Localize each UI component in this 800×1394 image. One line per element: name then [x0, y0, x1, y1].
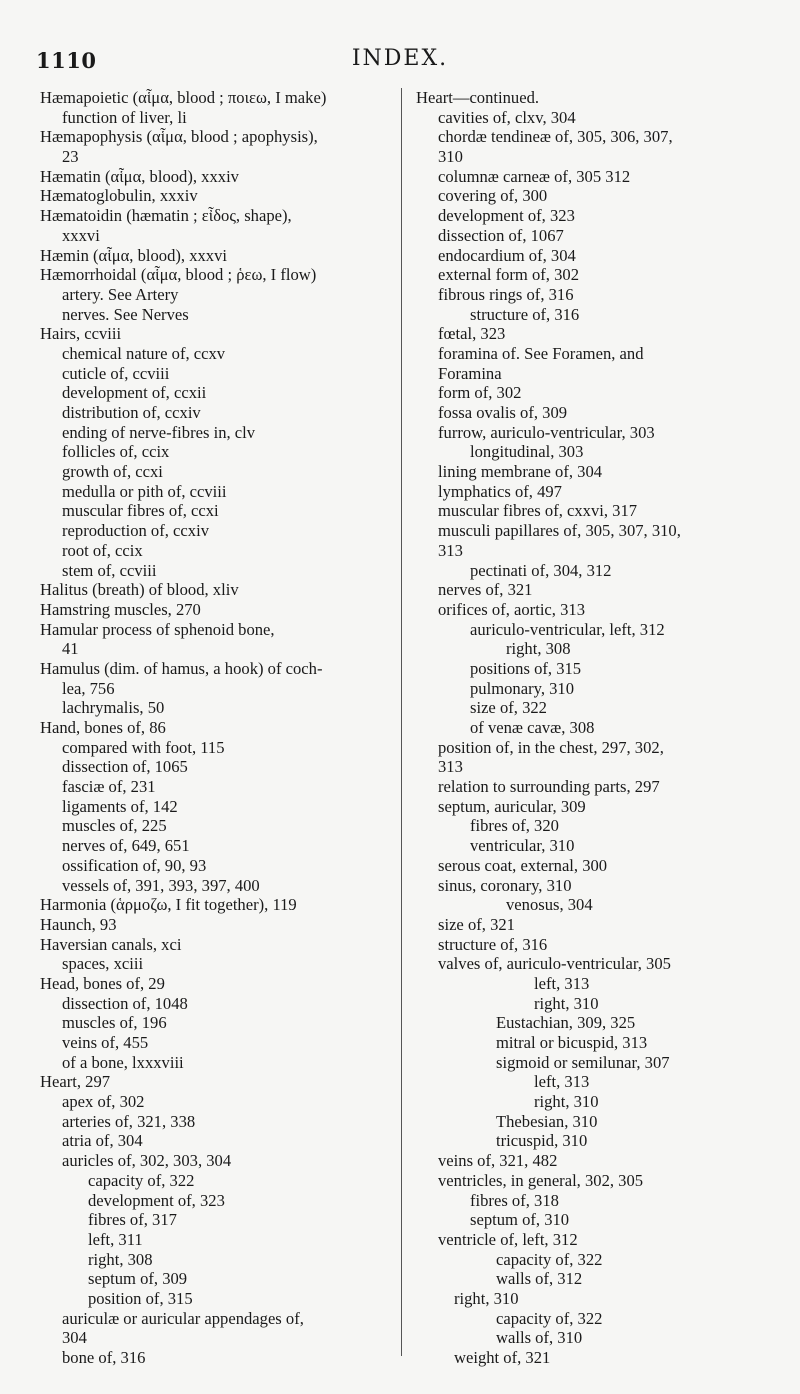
index-entry: distribution of, ccxiv — [62, 403, 201, 422]
index-entry: septum of, 310 — [470, 1210, 570, 1230]
index-entry: right, 310 — [534, 1092, 599, 1112]
index-entry: Hairs, ccviii — [40, 324, 122, 344]
index-entry: structure of, 316 — [438, 934, 548, 954]
index-entry: artery. See Artery — [62, 284, 179, 304]
index-entry: ligaments of, 142 — [62, 796, 178, 816]
index-entry: bone of, 316 — [62, 1348, 146, 1367]
index-entry: Hæmatoidin (hæmatin ; εἶδος, shape), — [40, 206, 292, 226]
index-entry: serous coat, external, 300 — [438, 855, 608, 875]
index-entry: relation to surrounding parts, 297 — [438, 777, 660, 797]
index-entry: left, 313 — [534, 973, 590, 993]
index-entry: Haunch, 93 — [40, 914, 117, 934]
index-entry: cuticle of, ccviii — [62, 363, 170, 383]
index-entry: longitudinal, 303 — [470, 442, 584, 462]
index-entry: Foramina — [438, 363, 502, 383]
index-entry: Head, bones of, 29 — [40, 973, 165, 993]
index-entry: development of, ccxii — [62, 383, 207, 403]
index-entry: furrow, auriculo-ventricular, 303 — [438, 422, 655, 442]
index-entry: endocardium of, 304 — [438, 245, 576, 265]
index-entry: dissection of, 1065 — [62, 757, 188, 777]
index-entry: left, 311 — [88, 1229, 143, 1249]
index-entry: right, 308 — [506, 639, 571, 659]
index-entry: capacity of, 322 — [496, 1308, 603, 1328]
index-entry: muscular fibres of, cxxvi, 317 — [438, 501, 638, 521]
index-entry: Harmonia (ἁρμοζω, I fit together), 119 — [40, 895, 297, 915]
index-entry: venosus, 304 — [506, 895, 593, 915]
index-entry: position of, in the chest, 297, 302, — [438, 737, 664, 757]
index-entry: sigmoid or semilunar, 307 — [496, 1052, 670, 1072]
index-entry: follicles of, ccix — [62, 442, 170, 462]
index-entry: right, 308 — [88, 1249, 153, 1269]
index-entry: Heart—continued. — [416, 88, 540, 107]
page-number: 1110 — [36, 48, 97, 73]
index-entry: capacity of, 322 — [496, 1249, 603, 1269]
index-entry: Hæmatin (αἷμα, blood), xxxiv — [40, 166, 239, 186]
index-entry: lymphatics of, 497 — [438, 481, 562, 501]
index-entry: apex of, 302 — [62, 1092, 145, 1112]
index-entry: veins of, 321, 482 — [438, 1151, 558, 1171]
index-entry: septum, auricular, 309 — [438, 796, 586, 816]
index-entry: 313 — [438, 757, 463, 777]
index-entry: atria of, 304 — [62, 1131, 143, 1151]
index-entry: covering of, 300 — [438, 186, 548, 206]
index-entry: veins of, 455 — [62, 1033, 149, 1052]
index-entry: ventricle of, left, 312 — [438, 1229, 578, 1249]
index-entry: chemical nature of, ccxv — [62, 343, 226, 363]
index-entry: orifices of, aortic, 313 — [438, 599, 585, 619]
index-entry: growth of, ccxi — [62, 462, 163, 482]
index-entry: of a bone, lxxxviii — [62, 1052, 184, 1072]
index-entry: auriculæ or auricular appendages of, — [62, 1308, 304, 1328]
index-entry: structure of, 316 — [470, 304, 580, 324]
index-entry: 41 — [62, 639, 79, 659]
index-entry: chordæ tendineæ of, 305, 306, 307, — [438, 127, 673, 147]
index-entry: auricles of, 302, 303, 304 — [62, 1151, 232, 1171]
index-entry: external form of, 302 — [438, 265, 579, 285]
index-entry: nerves of, 649, 651 — [62, 836, 190, 856]
index-entry: fœtal, 323 — [438, 324, 506, 344]
index-entry: Eustachian, 309, 325 — [496, 1013, 636, 1033]
index-entry: lining membrane of, 304 — [438, 462, 603, 482]
index-entry: size of, 322 — [470, 698, 547, 718]
index-entry: nerves of, 321 — [438, 580, 533, 600]
index-entry: medulla or pith of, ccviii — [62, 481, 227, 501]
index-entry: ossification of, 90, 93 — [62, 855, 207, 875]
index-entry: walls of, 312 — [496, 1269, 583, 1289]
index-entry: weight of, 321 — [454, 1348, 551, 1367]
index-entry: muscles of, 225 — [62, 816, 167, 836]
index-entry: Heart, 297 — [40, 1072, 111, 1092]
index-entry: Hæmapoietic (αἷμα, blood ; ποιεω, I make) — [40, 88, 327, 107]
index-entry: of venæ cavæ, 308 — [470, 718, 595, 737]
index-entry: Hæmapophysis (αἷμα, blood ; apophysis), — [40, 127, 318, 147]
index-entry: foramina of. See Foramen, and — [438, 343, 644, 363]
index-entry: 304 — [62, 1328, 87, 1348]
index-entry: Hamular process of sphenoid bone, — [40, 619, 275, 639]
index-entry: development of, 323 — [438, 206, 575, 226]
index-entry: spaces, xciii — [62, 954, 144, 974]
index-entry: cavities of, clxv, 304 — [438, 107, 576, 127]
index-entry: fibrous rings of, 316 — [438, 284, 574, 304]
index-entry: form of, 302 — [438, 383, 522, 403]
index-entry: Hamstring muscles, 270 — [40, 599, 201, 619]
index-entry: musculi papillares of, 305, 307, 310, — [438, 521, 681, 541]
index-entry: 310 — [438, 147, 463, 167]
index-entry: fibres of, 320 — [470, 816, 559, 836]
index-entry: tricuspid, 310 — [496, 1131, 588, 1151]
index-entry: pulmonary, 310 — [470, 678, 575, 698]
index-entry: columnæ carneæ of, 305 312 — [438, 166, 631, 186]
index-entry: Halitus (breath) of blood, xliv — [40, 580, 239, 600]
index-entry: ventricles, in general, 302, 305 — [438, 1170, 644, 1190]
index-entry: right, 310 — [454, 1288, 519, 1308]
index-entry: Hamulus (dim. of hamus, a hook) of coch- — [40, 658, 323, 678]
index-entry: Haversian canals, xci — [40, 934, 182, 954]
index-entry: position of, 315 — [88, 1288, 193, 1308]
index-entry: lea, 756 — [62, 678, 115, 698]
index-entry: capacity of, 322 — [88, 1170, 195, 1190]
index-entry: 313 — [438, 540, 463, 560]
index-entry: fibres of, 317 — [88, 1210, 177, 1230]
index-left-column — [40, 88, 394, 1368]
index-entry: muscular fibres of, ccxi — [62, 501, 219, 521]
index-entry: root of, ccix — [62, 540, 143, 560]
index-entry: dissection of, 1048 — [62, 993, 188, 1013]
index-entry: right, 310 — [534, 993, 599, 1013]
index-entry: arteries of, 321, 338 — [62, 1111, 196, 1131]
index-entry: vessels of, 391, 393, 397, 400 — [62, 875, 260, 895]
index-entry: sinus, coronary, 310 — [438, 875, 572, 895]
index-entry: valves of, auriculo-ventricular, 305 — [438, 954, 671, 974]
index-entry: ending of nerve-fibres in, clv — [62, 422, 256, 442]
index-entry: Hæmin (αἷμα, blood), xxxvi — [40, 245, 228, 265]
index-entry: positions of, 315 — [470, 658, 582, 678]
index-right-column — [416, 88, 772, 1368]
index-entry: septum of, 309 — [88, 1269, 188, 1289]
index-entry: dissection of, 1067 — [438, 225, 564, 245]
index-entry: pectinati of, 304, 312 — [470, 560, 612, 580]
index-entry: reproduction of, ccxiv — [62, 521, 209, 541]
index-entry: walls of, 310 — [496, 1328, 583, 1348]
index-entry: mitral or bicuspid, 313 — [496, 1033, 648, 1052]
index-entry: stem of, ccviii — [62, 560, 157, 580]
index-entry: development of, 323 — [88, 1190, 225, 1210]
index-entry: left, 313 — [534, 1072, 590, 1092]
index-entry: function of liver, li — [62, 107, 187, 127]
column-divider — [401, 88, 402, 1356]
index-entry: ventricular, 310 — [470, 836, 575, 856]
index-entry: nerves. See Nerves — [62, 304, 189, 324]
index-entry: xxxvi — [62, 225, 100, 245]
index-entry: fibres of, 318 — [470, 1190, 559, 1210]
index-entry: fasciæ of, 231 — [62, 777, 156, 797]
index-entry: 23 — [62, 147, 79, 167]
index-entry: Hæmatoglobulin, xxxiv — [40, 186, 198, 206]
index-entry: Hæmorrhoidal (αἷμα, blood ; ῥεω, I flow) — [40, 265, 317, 285]
index-entry: auriculo-ventricular, left, 312 — [470, 619, 665, 639]
index-entry: size of, 321 — [438, 914, 515, 934]
index-entry: Hand, bones of, 86 — [40, 718, 166, 737]
page-title: INDEX. — [351, 46, 449, 71]
index-entry: fossa ovalis of, 309 — [438, 403, 568, 422]
index-entry: lachrymalis, 50 — [62, 698, 165, 718]
index-entry: Thebesian, 310 — [496, 1111, 598, 1131]
index-entry: compared with foot, 115 — [62, 737, 225, 757]
index-entry: muscles of, 196 — [62, 1013, 167, 1033]
